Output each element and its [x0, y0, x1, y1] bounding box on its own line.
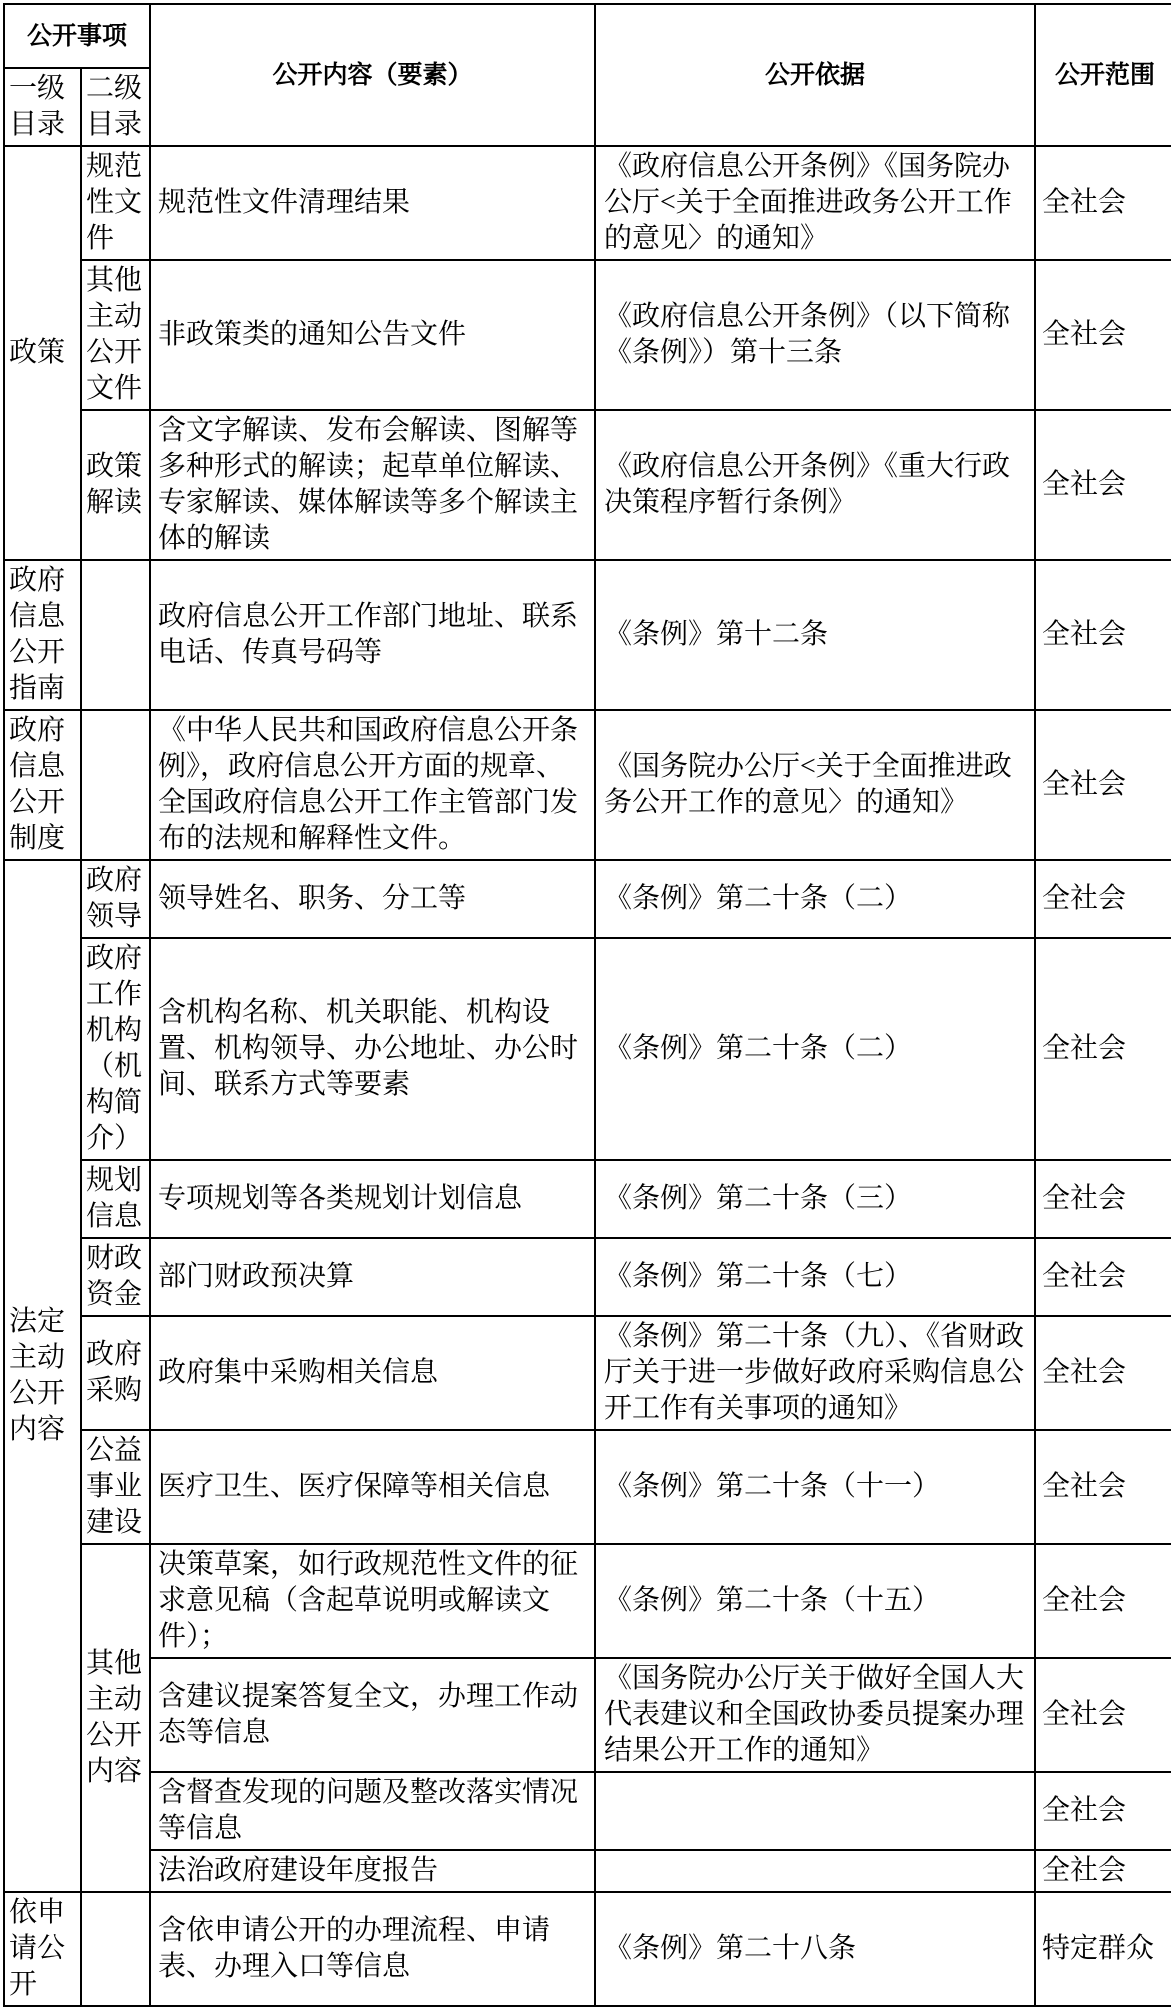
level1-cell: 法定主动公开内容: [4, 860, 81, 1892]
basis-cell: 《条例》第二十条（十一）: [595, 1430, 1035, 1544]
basis-cell: 《条例》第二十条（二）: [595, 938, 1035, 1160]
scope-cell: 全社会: [1035, 560, 1171, 710]
basis-cell: 《政府信息公开条例》（以下简称《条例》）第十三条: [595, 260, 1035, 410]
header-level1: 一级目录: [4, 68, 81, 146]
content-cell: 含机构名称、机关职能、机构设置、机构领导、办公地址、办公时间、联系方式等要素: [150, 938, 595, 1160]
content-cell: 含依申请公开的办理流程、申请表、办理入口等信息: [150, 1892, 595, 2006]
content-cell: 《中华人民共和国政府信息公开条例》，政府信息公开方面的规章、全国政府信息公开工作主管部门发布的法规和解释性文件。: [150, 710, 595, 860]
scope-cell: 全社会: [1035, 1160, 1171, 1238]
basis-cell: 《条例》第二十条（七）: [595, 1238, 1035, 1316]
level2-cell: 政府工作机构（机构简介）: [81, 938, 150, 1160]
basis-cell: [595, 1850, 1035, 1892]
scope-cell: 特定群众: [1035, 1892, 1171, 2006]
level2-cell: 政府采购: [81, 1316, 150, 1430]
scope-cell: 全社会: [1035, 1238, 1171, 1316]
content-cell: 领导姓名、职务、分工等: [150, 860, 595, 938]
basis-cell: 《国务院办公厅关于做好全国人大代表建议和全国政协委员提案办理结果公开工作的通知》: [595, 1658, 1035, 1772]
basis-cell: 《条例》第十二条: [595, 560, 1035, 710]
scope-cell: 全社会: [1035, 1850, 1171, 1892]
level2-cell: [81, 560, 150, 710]
level2-cell: [81, 710, 150, 860]
content-cell: 部门财政预决算: [150, 1238, 595, 1316]
scope-cell: 全社会: [1035, 1316, 1171, 1430]
content-cell: 法治政府建设年度报告: [150, 1850, 595, 1892]
basis-cell: 《条例》第二十条（九）、《省财政厅关于进一步做好政府采购信息公开工作有关事项的通知》: [595, 1316, 1035, 1430]
level1-cell: 依申请公开: [4, 1892, 81, 2006]
content-cell: 含督查发现的问题及整改落实情况等信息: [150, 1772, 595, 1850]
basis-cell: 《条例》第二十八条: [595, 1892, 1035, 2006]
scope-cell: 全社会: [1035, 1430, 1171, 1544]
level2-cell: 规划信息: [81, 1160, 150, 1238]
scope-cell: 全社会: [1035, 260, 1171, 410]
header-basis: 公开依据: [595, 4, 1035, 146]
scope-cell: 全社会: [1035, 860, 1171, 938]
level2-cell: 其他主动公开内容: [81, 1544, 150, 1892]
content-cell: 医疗卫生、医疗保障等相关信息: [150, 1430, 595, 1544]
scope-cell: 全社会: [1035, 938, 1171, 1160]
scope-cell: 全社会: [1035, 1772, 1171, 1850]
level2-cell: 政府领导: [81, 860, 150, 938]
basis-cell: 《国务院办公厅<关于全面推进政务公开工作的意见〉的通知》: [595, 710, 1035, 860]
level2-cell: 财政资金: [81, 1238, 150, 1316]
level1-cell: 政府信息公开指南: [4, 560, 81, 710]
content-cell: 专项规划等各类规划计划信息: [150, 1160, 595, 1238]
basis-cell: 《政府信息公开条例》《重大行政决策程序暂行条例》: [595, 410, 1035, 560]
content-cell: 非政策类的通知公告文件: [150, 260, 595, 410]
basis-cell: 《政府信息公开条例》《国务院办公厅<关于全面推进政务公开工作的意见〉的通知》: [595, 146, 1035, 260]
level2-cell: 政策解读: [81, 410, 150, 560]
scope-cell: 全社会: [1035, 1658, 1171, 1772]
level2-cell: 规范性文件: [81, 146, 150, 260]
scope-cell: 全社会: [1035, 1544, 1171, 1658]
level2-cell: 公益事业建设: [81, 1430, 150, 1544]
level1-cell: 政府信息公开制度: [4, 710, 81, 860]
level2-cell: [81, 1892, 150, 2006]
basis-cell: 《条例》第二十条（十五）: [595, 1544, 1035, 1658]
scope-cell: 全社会: [1035, 146, 1171, 260]
level1-cell: 政策: [4, 146, 81, 560]
content-cell: 规范性文件清理结果: [150, 146, 595, 260]
basis-cell: 《条例》第二十条（二）: [595, 860, 1035, 938]
header-content: 公开内容（要素）: [150, 4, 595, 146]
header-level2: 二级目录: [81, 68, 150, 146]
content-cell: 政府集中采购相关信息: [150, 1316, 595, 1430]
content-cell: 含建议提案答复全文，办理工作动态等信息: [150, 1658, 595, 1772]
basis-cell: [595, 1772, 1035, 1850]
content-cell: 决策草案，如行政规范性文件的征求意见稿（含起草说明或解读文件）；: [150, 1544, 595, 1658]
header-item: 公开事项: [4, 4, 150, 68]
disclosure-table: [3, 3, 1171, 2007]
header-scope: 公开范围: [1035, 4, 1171, 146]
content-cell: 含文字解读、发布会解读、图解等多种形式的解读；起草单位解读、专家解读、媒体解读等多个解读主体的解读: [150, 410, 595, 560]
scope-cell: 全社会: [1035, 710, 1171, 860]
level2-cell: 其他主动公开文件: [81, 260, 150, 410]
content-cell: 政府信息公开工作部门地址、联系电话、传真号码等: [150, 560, 595, 710]
scope-cell: 全社会: [1035, 410, 1171, 560]
basis-cell: 《条例》第二十条（三）: [595, 1160, 1035, 1238]
